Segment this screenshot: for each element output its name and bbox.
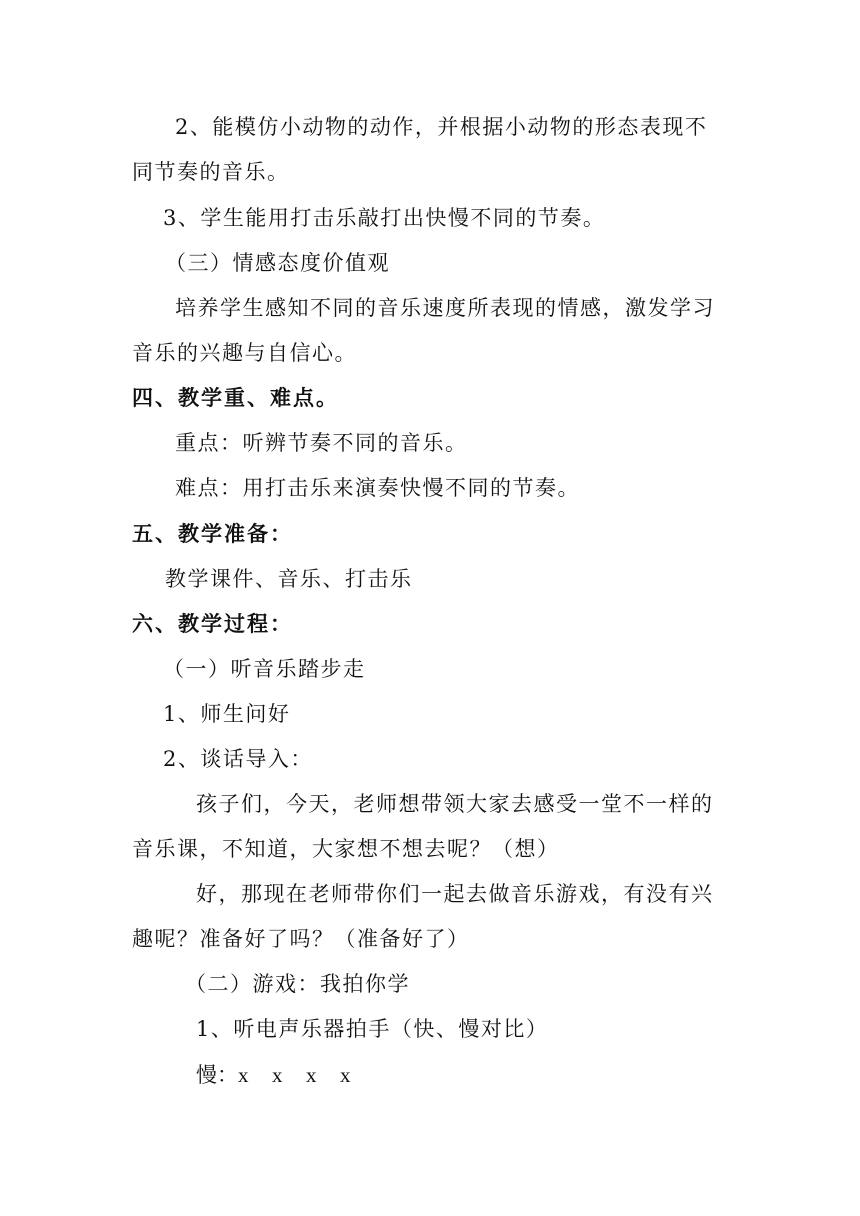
paragraph-line: 1、师生问好 xyxy=(163,702,291,726)
beat-mark: x xyxy=(272,1063,283,1087)
section-heading: （二）游戏：我拍你学 xyxy=(185,972,410,996)
paragraph-line: 重点：听辨节奏不同的音乐。 xyxy=(175,431,468,455)
section-heading: （一）听音乐踏步走 xyxy=(163,657,366,681)
section-heading: 四、教学重、难点。 xyxy=(132,386,339,410)
paragraph-line: 音乐课，不知道，大家想不想去呢？（想） xyxy=(132,837,560,861)
beat-mark: x xyxy=(340,1063,351,1087)
slow-rhythm-line xyxy=(196,1060,374,1090)
paragraph-line: 音乐的兴趣与自信心。 xyxy=(132,341,357,365)
beat-mark: x xyxy=(238,1063,249,1087)
paragraph-line: 同节奏的音乐。 xyxy=(132,160,290,184)
paragraph-line: 2、能模仿小动物的动作，并根据小动物的形态表现不 xyxy=(175,115,708,139)
section-heading: 五、教学准备： xyxy=(132,522,293,546)
paragraph-line: 孩子们，今天，老师想带领大家去感受一堂不一样的 xyxy=(196,792,714,816)
paragraph-line: 难点：用打击乐来演奏快慢不同的节奏。 xyxy=(175,476,580,500)
paragraph-line: 1、听电声乐器拍手（快、慢对比） xyxy=(196,1017,549,1041)
paragraph-line: 2、谈话导入： xyxy=(163,747,313,771)
paragraph-line: 趣呢？准备好了吗？（准备好了） xyxy=(132,927,470,951)
paragraph-line: 教学课件、音乐、打击乐 xyxy=(165,567,413,591)
beat-mark: x xyxy=(306,1063,317,1087)
paragraph-line: 好，那现在老师带你们一起去做音乐游戏，有没有兴 xyxy=(196,882,714,906)
paragraph-line: 3、学生能用打击乐敲打出快慢不同的节奏。 xyxy=(163,206,606,230)
slow-label: 慢： xyxy=(196,1063,238,1087)
section-heading: 六、教学过程： xyxy=(132,612,293,636)
paragraph-line: 培养学生感知不同的音乐速度所表现的情感，激发学习 xyxy=(175,296,715,320)
section-heading: （三）情感态度价值观 xyxy=(165,251,390,275)
